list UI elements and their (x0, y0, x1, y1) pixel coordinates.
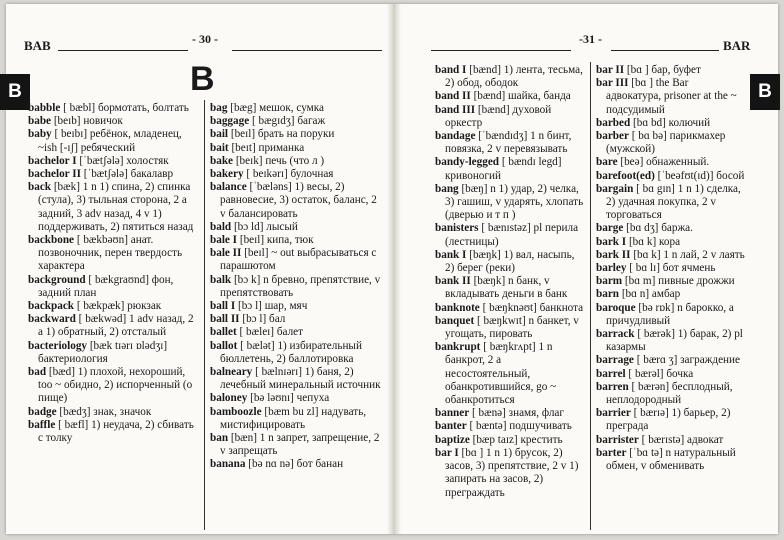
headword: barren (596, 380, 629, 393)
dictionary-entry (28, 274, 201, 300)
dictionary-entry (596, 354, 746, 367)
dictionary-entry (28, 155, 201, 168)
headword: barrage (596, 354, 634, 367)
headword: barrister (596, 433, 639, 446)
dictionary-entry (435, 447, 586, 500)
definition: [beə] обнаженный. (617, 156, 710, 169)
headword: badge (28, 405, 57, 418)
definition: [beɪl] кипа, тюк (237, 234, 314, 247)
definition: [ bæŋkrʌpt] 1 n банкрот, 2 a несостоятельный, обанкротившийся, go ~ обанкротиться (445, 341, 557, 407)
headword: bang (435, 182, 459, 195)
dictionary-entry (596, 288, 746, 301)
dictionary-entry (210, 234, 383, 247)
headword: bacteriology (28, 339, 88, 352)
dictionary-entry (210, 115, 383, 128)
definition: [bæk] 1 n 1) спина, 2) спинка (стула), 3) тыльная сторона, 2 a задний, 3 adv назад, 4 v 1) поддерживать, 2) пятиться назад (38, 181, 194, 233)
headword: babble (28, 102, 61, 114)
headword: bar III (596, 77, 629, 90)
headword: backbone (28, 234, 75, 247)
headword: bank II (435, 275, 471, 288)
headword: barefoot(ed) (596, 169, 655, 182)
headword: baroque (596, 301, 636, 314)
headword: balneary (210, 366, 253, 379)
definition: [ beɪkərɪ] булочная (243, 168, 334, 181)
dictionary-entry (28, 300, 201, 313)
definition: [bə rɒk] n барокко, a причудливый (606, 301, 734, 327)
headword: bale I (210, 234, 238, 247)
headword: background (28, 273, 86, 286)
dictionary-entry (596, 77, 746, 117)
definition: [bɑ k] кора (626, 235, 681, 248)
letter-tab-right: B (750, 74, 780, 110)
definition: [bɑ ] 1 n 1) брусок, 2) засов, 3) препятствие, 2 v 1) запирать на засов, 2) преграждать (445, 446, 579, 499)
dictionary-entry (210, 432, 383, 458)
dictionary-entry (435, 315, 586, 341)
dictionary-entry (435, 183, 586, 223)
right-column-2 (596, 64, 746, 473)
headword: band I (435, 64, 467, 76)
headword: bachelor I (28, 154, 77, 167)
headword: bar I (435, 446, 459, 459)
definition: [ bækpæk] рюкзак (74, 300, 162, 313)
definition: [bɑ n] амбар (619, 288, 681, 301)
headword: barge (596, 222, 624, 235)
dictionary-entry (435, 104, 586, 130)
headword: backpack (28, 300, 75, 313)
definition: [ bænɪstəz] pl перила (лестницы) (445, 222, 579, 248)
headword: banknote (435, 301, 480, 314)
dictionary-entry (210, 406, 383, 432)
dictionary-entry (596, 130, 746, 156)
definition: [bɑ dʒ] баржа. (623, 222, 693, 235)
dictionary-entry (210, 155, 383, 168)
left-page (6, 4, 387, 534)
running-head-right: BAR (723, 38, 751, 53)
definition: [bɔ l] бал (239, 313, 286, 326)
definition: [ bækgraʊnd] фон, задний план (38, 273, 174, 299)
dictionary-entry (435, 420, 586, 433)
dictionary-entry (28, 128, 201, 154)
running-head-left: BAB (24, 38, 51, 53)
definition: [ bæŋkwɪt] n банкет, v угощать, пировать (445, 314, 579, 341)
dictionary-entry (596, 236, 746, 249)
definition: [beɪt] приманка (228, 141, 305, 154)
definition: [ bæfl] 1) неудача, 2) сбивать с толку (38, 418, 194, 445)
dictionary-entry (210, 168, 383, 181)
dictionary-entry (596, 64, 746, 77)
headword: barn (596, 288, 620, 301)
headword: band III (435, 103, 476, 116)
dictionary-entry (210, 326, 383, 339)
headword: ball I (210, 300, 236, 313)
headword: bad (28, 366, 47, 379)
dictionary-entry (28, 366, 201, 406)
definition: [bæg] мешок, сумка (227, 102, 324, 114)
definition: [bæŋk] 1) вал, насыпь, 2) берег (реки) (445, 248, 575, 275)
headword: bag (210, 102, 228, 114)
dictionary-entry (28, 234, 201, 274)
definition: [ bærəl] бочка (625, 367, 694, 380)
dictionary-entry (28, 340, 201, 366)
left-column-1 (28, 102, 201, 445)
book-gutter (387, 4, 401, 534)
dictionary-entry (596, 262, 746, 275)
definition: [ bæŋknəʊt] банкнота (479, 301, 584, 314)
headword: bandage (435, 130, 476, 143)
headword: backward (28, 313, 76, 326)
dictionary-entry (210, 458, 383, 471)
definition: [beɪl] брать на поруки (228, 128, 335, 141)
definition: [ bækbəʊn] анат. позвоночник, перен твердость характера (38, 234, 183, 273)
definition: [ bægɪdʒ] багаж (249, 115, 326, 128)
section-letter: B (190, 60, 215, 98)
definition: [bə ləʊnɪ] чепуха (247, 392, 330, 405)
definition: [bæp taɪz] крестить (469, 433, 563, 446)
header-rule (611, 50, 719, 51)
headword: barrier (596, 407, 631, 420)
headword: barrel (596, 367, 626, 380)
definition: [beɪl] ~ out выбрасываться с парашютом (220, 247, 377, 273)
dictionary-entry (596, 447, 746, 473)
dictionary-entry (435, 130, 586, 156)
dictionary-entry (435, 407, 586, 420)
dictionary-entry (210, 128, 383, 141)
headword: ban (210, 432, 229, 445)
headword: barley (596, 262, 627, 275)
headword: bandy-legged (435, 156, 500, 169)
definition: [ bæbl] бормотать, болтать (60, 102, 189, 114)
definition: [bɔ k] n бревно, препятствие, v препятствовать (220, 273, 381, 299)
dictionary-entry (28, 419, 201, 445)
definition: [bɑ bd] колючий (630, 116, 711, 129)
definition: [beɪk] печь (что л ) (233, 154, 325, 167)
dictionary-entry (210, 274, 383, 300)
column-divider (590, 62, 591, 530)
header-rule (431, 50, 571, 51)
headword: ball II (210, 313, 240, 326)
headword: barbed (596, 116, 631, 129)
definition: [ beɪbɪ] ребёнок, младенец, ~ish [-ɪʃ] ребяческий (38, 128, 182, 154)
page-number-right: -31 - (579, 32, 602, 46)
headword: barter (596, 446, 627, 459)
dictionary-entry (596, 183, 746, 223)
dictionary-entry (596, 249, 746, 262)
definition: [ bærɪə] 1) барьер, 2) преграда (606, 407, 731, 433)
letter-tab-left: B (0, 74, 30, 110)
dictionary-entry (28, 313, 201, 339)
definition: [ˈbɑ tə] n натуральный обмен, v обменивать (606, 446, 736, 473)
dictionary-entry (28, 102, 201, 115)
headword: bachelor II (28, 168, 81, 181)
headword: back (28, 181, 52, 194)
headword: baggage (210, 115, 250, 128)
definition: [bɑ ] бар, буфет (624, 64, 701, 76)
header-rule (58, 50, 188, 51)
left-column-2 (210, 102, 383, 472)
headword: bait (210, 141, 229, 154)
definition: [ bærɪstə] адвокат (638, 433, 724, 446)
definition: [bɔ ld] лысый (231, 220, 298, 233)
definition: [bæŋ] n 1) удар, 2) челка, 3) гашиш, v ударять, хлопать (дверью и т п ) (445, 182, 584, 222)
definition: [ bælət] 1) избирательный бюллетень, 2) баллотировка (220, 339, 362, 365)
definition: [ bɑ bə] парикмахер (мужской) (606, 130, 726, 156)
dictionary-entry (596, 328, 746, 354)
column-divider (204, 100, 205, 530)
dictionary-entry (28, 168, 201, 181)
definition: [bæŋk] n банк, v вкладывать деньги в банк (445, 275, 568, 301)
dictionary-spread (6, 4, 778, 534)
headword: banisters (435, 222, 479, 235)
definition: [bænd] шайка, банда (470, 90, 571, 103)
dictionary-entry (435, 156, 586, 182)
headword: barm (596, 275, 623, 288)
definition: [ bændɪ legd] кривоногий (445, 156, 562, 182)
definition: [bæk tɪərɪ ɒlədʒɪ] бактериология (38, 339, 168, 365)
headword: barber (596, 130, 629, 143)
dictionary-entry (210, 313, 383, 326)
dictionary-entry (28, 181, 201, 234)
definition: [bænd] 1) лента, тесьма, 2) обод, ободок (445, 64, 583, 90)
dictionary-entry (435, 341, 586, 407)
dictionary-entry (596, 117, 746, 130)
headword: balk (210, 273, 232, 286)
dictionary-entry (210, 247, 383, 273)
headword: balance (210, 181, 247, 194)
headword: bare (596, 156, 618, 169)
dictionary-entry (435, 302, 586, 315)
headword: bark I (596, 235, 627, 248)
dictionary-entry (596, 156, 746, 169)
dictionary-entry (435, 275, 586, 301)
dictionary-entry (210, 340, 383, 366)
dictionary-entry (210, 392, 383, 405)
headword: band II (435, 90, 471, 103)
headword: baptize (435, 433, 470, 446)
definition: [ˈbætʃələ] холостяк (76, 154, 169, 167)
dictionary-entry (596, 275, 746, 288)
headword: barrack (596, 328, 635, 341)
definition: [ bærən] бесплодный, неплодородный (606, 380, 733, 407)
definition: [ bɑ gɪn] 1 n 1) сделка, 2) удачная покупка, 2 v торговаться (606, 182, 741, 222)
headword: banter (435, 420, 467, 433)
definition: [ bækwəd] 1 adv назад, 2 a 1) обратный, 2) отсталый (38, 313, 194, 339)
definition: [bæn] 1 n запрет, запрещение, 2 v запрещать (220, 432, 380, 458)
headword: bald (210, 220, 232, 233)
dictionary-entry (596, 302, 746, 328)
headword: bale II (210, 247, 242, 260)
definition: [bænd] духовой оркестр (445, 103, 552, 129)
dictionary-entry (596, 381, 746, 407)
header-rule (232, 50, 382, 51)
dictionary-entry (596, 368, 746, 381)
headword: bargain (596, 182, 634, 195)
definition: [ bærək] 1) барак, 2) pl казармы (606, 328, 743, 354)
headword: banquet (435, 314, 475, 327)
definition: [bæd] 1) плохой, нехороший, too ~ обидно, 2) испорченный (о пище) (38, 366, 193, 405)
dictionary-entry (210, 102, 383, 115)
definition: [ bælnɪərɪ] 1) баня, 2) лечебный минеральный источник (220, 366, 381, 392)
dictionary-entry (210, 366, 383, 392)
dictionary-entry (210, 181, 383, 221)
headword: bake (210, 154, 234, 167)
definition: [bɔ l] шар, мяч (235, 300, 308, 313)
definition: [ˈbætʃələ] бакалавр (80, 168, 174, 181)
dictionary-entry (28, 115, 201, 128)
dictionary-entry (435, 222, 586, 248)
headword: banana (210, 458, 246, 471)
headword: bakery (210, 168, 244, 181)
headword: bail (210, 128, 229, 141)
headword: banner (435, 407, 470, 420)
dictionary-entry (435, 90, 586, 103)
headword: babe (28, 115, 52, 128)
definition: [ bænə] знамя, флаг (469, 407, 564, 420)
dictionary-entry (596, 407, 746, 433)
definition: [bɑ ] the Bar адвокатура, prisoner at the ~ подсудимый (606, 77, 737, 116)
headword: baffle (28, 418, 56, 431)
definition: [bæm bu zl] надувать, мистифицировать (220, 405, 367, 431)
definition: [ bærɑ ʒ] заграждение (633, 354, 741, 367)
dictionary-entry (210, 300, 383, 313)
definition: [bə nɑ nə] бот банан (245, 458, 344, 471)
headword: ballot (210, 339, 238, 352)
dictionary-entry (210, 221, 383, 234)
dictionary-entry (435, 434, 586, 447)
headword: ballet (210, 326, 237, 339)
definition: [bɑ m] пивные дрожжи (622, 275, 735, 288)
headword: bark II (596, 248, 631, 261)
dictionary-entry (596, 434, 746, 447)
definition: [ˈbeəfʊt(ɪd)] босой (654, 169, 745, 182)
definition: [bɑ k] 1 n лай, 2 v лаять (630, 248, 745, 261)
right-column-1 (435, 64, 586, 500)
dictionary-entry (596, 170, 746, 183)
headword: bank I (435, 248, 467, 261)
definition: [ˈbændɪdʒ] 1 n бинт, повязка, 2 v перевязывать (445, 130, 572, 156)
definition: [ bæleɪ] балет (236, 326, 304, 339)
dictionary-entry (596, 222, 746, 235)
headword: bar II (596, 64, 625, 76)
dictionary-entry (435, 249, 586, 275)
right-page (401, 4, 778, 534)
headword: bamboozle (210, 405, 262, 418)
definition: [bædʒ] знак, значок (56, 405, 152, 418)
dictionary-entry (28, 406, 201, 419)
definition: [ˈbæləns] 1) весы, 2) равновесие, 3) остаток, баланс, 2 v балансировать (220, 181, 377, 220)
definition: [ bɑ lɪ] бот ячмень (626, 262, 716, 275)
definition: [beɪb] новичок (51, 115, 123, 128)
headword: baby (28, 128, 52, 141)
page-number-left: - 30 - (192, 32, 218, 46)
dictionary-entry (210, 142, 383, 155)
headword: bankrupt (435, 341, 481, 354)
dictionary-entry (435, 64, 586, 90)
definition: [ bæntə] подшучивать (466, 420, 572, 433)
headword: baloney (210, 392, 248, 405)
